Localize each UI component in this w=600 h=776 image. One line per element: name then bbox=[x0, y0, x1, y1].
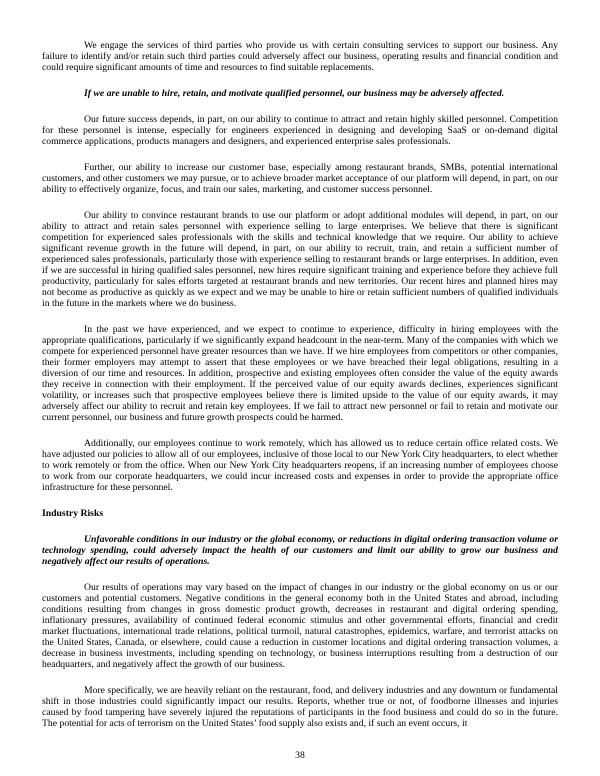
paragraph-results-of-operations: Our results of operations may vary based on the impact of changes in our industry or the global economy on us or our customers and potential customers. Negative conditions in the general economy both in the United States and abroad, including conditions resulting from changes in gross domestic product growth, decreases in restaurant and digital ordering spending, inflationary pressures, availability of continued federal economic stimulus and other governmental efforts, financial and credit market fluctuations, international trade relations, political turmoil, natural catastrophes, epidemics, warfare, and terrorist attacks on the United States, Canada, or elsewhere, could cause a reduction in customer locations and digital ordering transaction volumes, a decrease in business investments, including spending on technology, or business interruptions resulting from a destruction of our headquarters, and negatively affect the growth of our business. bbox=[42, 582, 558, 670]
section-heading-industry-risks: Industry Risks bbox=[42, 508, 104, 519]
paragraph-hiring-difficulty: In the past we have experienced, and we expect to continue to experience, difficulty in hiring employees with the appropriate qualifications, particularly if we significantly expand headcount in the near-term. Many of the companies with which we compete for experienced personnel have greater resources than we have. If we hire employees from competitors or other companies, their former employers may attempt to assert that these employees or we have breached their legal obligations, resulting in a diversion of our time and resources. In addition, prospective and existing employees often consider the value of the equity awards they receive in connection with their employment. If the perceived value of our equity awards declines, experiences significant volatility, or increases such that prospective employees believe there is limited upside to the value of our equity awards, it may adversely affect our ability to recruit and retain key employees. If we fail to attract new personnel or fail to retain and motivate our current personnel, our business and future growth prospects could be harmed. bbox=[42, 324, 558, 423]
page-number: 38 bbox=[295, 750, 305, 761]
paragraph-third-party-consulting: We engage the services of third parties who provide us with certain consulting services to support our business. Any failure to identify and/or retain such third parties could adversely affect our business, operating results and financial condition and could require significant amounts of time and resources to find suitable replacements. bbox=[42, 40, 558, 73]
paragraph-customer-base: Further, our ability to increase our customer base, especially among restaurant brands, SMBs, potential international customers, and other customers we may pursue, or to achieve broader market acceptance of our platform will depend, in part, on our ability to effectively organize, focus, and train our sales, marketing, and customer success personnel. bbox=[42, 162, 558, 195]
paragraph-restaurant-reliance: More specifically, we are heavily reliant on the restaurant, food, and delivery industries and any downturn or fundamental shift in those industries could significantly impact our results. Reports, whether true or not, of foodborne illnesses and injuries caused by food tampering have severely injured the reputations of participants in the food business and could do so in the future. The potential for acts of terrorism on the United States’ food supply also exists and, if such an event occurs, it bbox=[42, 685, 558, 729]
paragraph-future-success: Our future success depends, in part, on our ability to continue to attract and retain highly skilled personnel. Competition for these personnel is intense, especially for engineers experienced in designing and developing SaaS or on-demand digital commerce applications, products managers and designers, and experienced enterprise sales professionals. bbox=[42, 114, 558, 147]
risk-factor-heading-unfavorable-conditions: Unfavorable conditions in our industry or the global economy, or reductions in digital ordering transaction volume or technology spending, could adversely impact the health of our customers and limit our ability to grow our business and negatively affect our results of operations. bbox=[42, 534, 558, 567]
risk-factor-heading-hire-retain: If we are unable to hire, retain, and motivate qualified personnel, our business may be adversely affected. bbox=[84, 88, 505, 99]
paragraph-remote-work: Additionally, our employees continue to work remotely, which has allowed us to reduce certain office related costs. We have adjusted our policies to allow all of our employees, inclusive of those local to our New York City headquarters, to elect whether to work remotely or from the office. When our New York City headquarters reopens, if an increasing number of employees choose to work from our corporate headquarters, we could incur increased costs and expenses in order to provide the appropriate office infrastructure for these personnel. bbox=[42, 438, 558, 493]
paragraph-sales-personnel: Our ability to convince restaurant brands to use our platform or adopt additional modules will depend, in part, on our ability to attract and retain sales personnel with experience selling to large enterprises. We believe that there is significant competition for experienced sales professionals with the skills and technical knowledge that we require. Our ability to achieve significant revenue growth in the future will depend, in part, on our ability to recruit, train, and retain a sufficient number of experienced sales professionals, particularly those with experience selling to restaurant brands or large enterprises. In addition, even if we are successful in hiring qualified sales personnel, new hires require significant training and experience before they achieve full productivity, particularly for sales efforts targeted at restaurant brands and new territories. Our recent hires and planned hires may not become as productive as quickly as we expect and we may be unable to hire or retain sufficient numbers of qualified individuals in the future in the markets where we do business. bbox=[42, 210, 558, 309]
